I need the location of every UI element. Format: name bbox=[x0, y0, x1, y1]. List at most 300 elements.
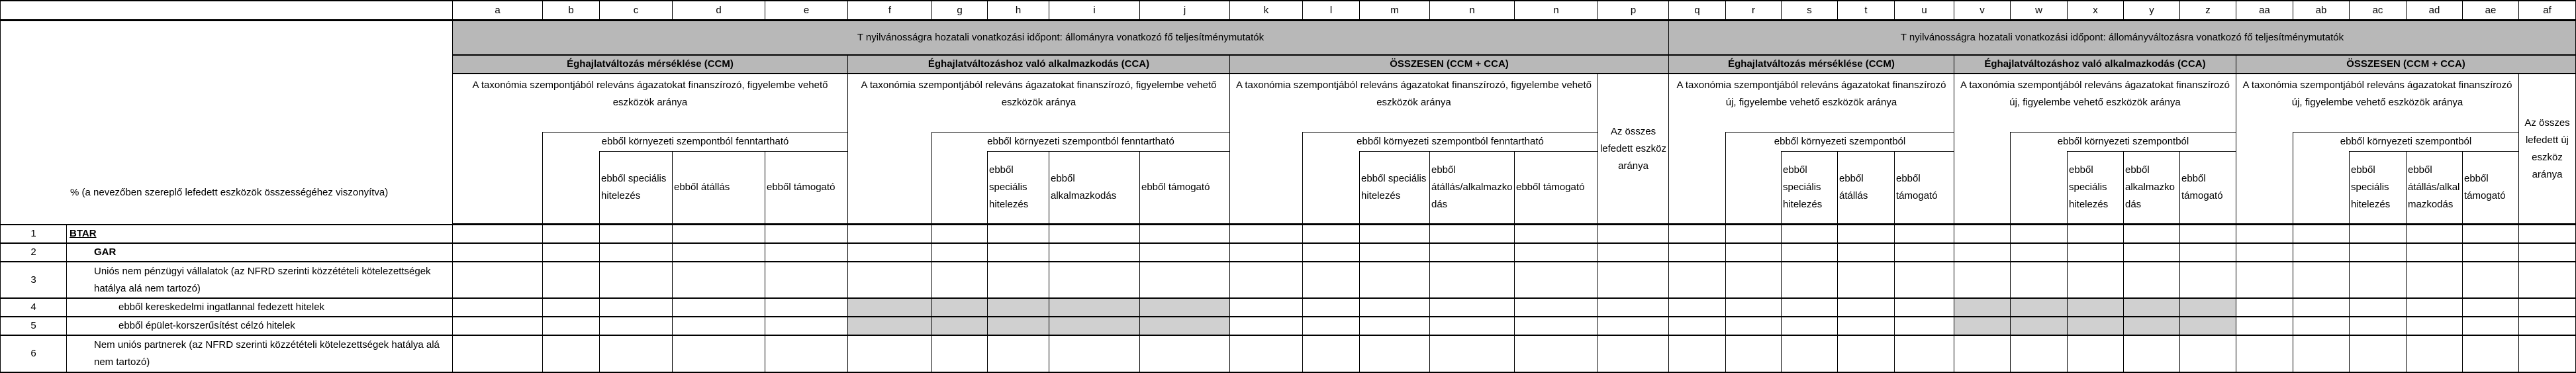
column-letter: l bbox=[1303, 0, 1360, 21]
data-cell[interactable] bbox=[1049, 244, 1140, 262]
data-cell[interactable] bbox=[848, 262, 932, 299]
data-cell[interactable] bbox=[1430, 317, 1515, 336]
data-cell[interactable] bbox=[1669, 262, 1726, 299]
data-cell[interactable] bbox=[848, 299, 932, 317]
stock-coverage-header: Az összes lefedett eszköz aránya bbox=[1598, 74, 1669, 225]
data-cell[interactable] bbox=[2011, 225, 2068, 244]
data-cell[interactable] bbox=[1782, 299, 1838, 317]
data-cell[interactable] bbox=[543, 225, 600, 244]
data-cell[interactable] bbox=[2407, 299, 2463, 317]
data-cell[interactable] bbox=[1049, 336, 1140, 373]
column-letter: c bbox=[600, 0, 673, 21]
data-cell[interactable] bbox=[1430, 225, 1515, 244]
data-cell[interactable] bbox=[453, 336, 543, 373]
data-cell[interactable] bbox=[1782, 262, 1838, 299]
data-cell[interactable] bbox=[1230, 299, 1303, 317]
column-letter: w bbox=[2011, 0, 2068, 21]
data-cell[interactable] bbox=[1598, 244, 1669, 262]
data-cell[interactable] bbox=[2407, 317, 2463, 336]
data-cell[interactable] bbox=[453, 262, 543, 299]
data-cell[interactable] bbox=[1954, 225, 2011, 244]
data-cell[interactable] bbox=[2236, 244, 2293, 262]
row-number: 1 bbox=[0, 225, 67, 244]
data-cell[interactable] bbox=[2180, 299, 2236, 317]
data-cell[interactable] bbox=[673, 299, 765, 317]
data-cell[interactable] bbox=[1895, 225, 1954, 244]
flow-total-header: ÖSSZESEN (CCM + CCA) bbox=[2236, 56, 2576, 74]
data-cell[interactable] bbox=[543, 262, 600, 299]
column-letter: r bbox=[1726, 0, 1782, 21]
data-cell[interactable] bbox=[765, 317, 848, 336]
data-cell[interactable] bbox=[2236, 299, 2293, 317]
table-row bbox=[0, 244, 2576, 262]
data-cell[interactable] bbox=[2350, 244, 2407, 262]
data-cell[interactable] bbox=[1360, 262, 1430, 299]
data-cell[interactable] bbox=[1726, 262, 1782, 299]
data-cell[interactable] bbox=[988, 262, 1049, 299]
data-cell[interactable] bbox=[2407, 336, 2463, 373]
data-cell[interactable] bbox=[1230, 317, 1303, 336]
data-cell[interactable] bbox=[2519, 262, 2576, 299]
data-cell[interactable] bbox=[848, 244, 932, 262]
data-cell[interactable] bbox=[1598, 225, 1669, 244]
stock-total-desc: A taxonómia szempontjából releváns ágazatokat finanszírozó, figyelembe vehető eszközök aránya bbox=[1230, 74, 1598, 132]
data-cell[interactable] bbox=[1669, 299, 1726, 317]
data-cell[interactable] bbox=[1726, 299, 1782, 317]
data-cell[interactable] bbox=[1954, 299, 2011, 317]
flow-ccm-desc: A taxonómia szempontjából releváns ágazatokat finanszírozó új, figyelembe vehető eszközök aránya bbox=[1669, 74, 1954, 132]
column-letter: s bbox=[1782, 0, 1838, 21]
data-cell[interactable] bbox=[453, 244, 543, 262]
stock-ccm-special: ebből speciális hitelezés bbox=[600, 151, 673, 225]
data-cell[interactable] bbox=[1049, 317, 1140, 336]
data-cell[interactable] bbox=[1515, 299, 1598, 317]
data-cell[interactable] bbox=[1669, 244, 1726, 262]
data-cell[interactable] bbox=[1303, 244, 1360, 262]
data-cell[interactable] bbox=[1049, 225, 1140, 244]
data-cell[interactable] bbox=[2068, 225, 2124, 244]
data-cell[interactable] bbox=[2293, 262, 2350, 299]
data-cell[interactable] bbox=[2180, 317, 2236, 336]
data-cell[interactable] bbox=[1782, 225, 1838, 244]
data-cell[interactable] bbox=[1049, 262, 1140, 299]
data-cell[interactable] bbox=[2463, 299, 2519, 317]
row-label-text: GAR bbox=[94, 246, 117, 258]
data-cell[interactable] bbox=[1230, 262, 1303, 299]
column-letter: ac bbox=[2350, 0, 2407, 21]
flow-ccm-sustainable: ebből környezeti szempontból bbox=[1726, 132, 1954, 151]
data-cell[interactable] bbox=[2180, 262, 2236, 299]
stock-total-special: ebből speciális hitelezés bbox=[1360, 151, 1430, 225]
blank-cell bbox=[848, 132, 932, 225]
data-cell[interactable] bbox=[2124, 299, 2180, 317]
data-cell[interactable] bbox=[988, 244, 1049, 262]
data-cell[interactable] bbox=[2124, 225, 2180, 244]
column-letter: ae bbox=[2463, 0, 2519, 21]
data-cell[interactable] bbox=[988, 317, 1049, 336]
data-cell[interactable] bbox=[1669, 317, 1726, 336]
column-letter: h bbox=[988, 0, 1049, 21]
corner-cell bbox=[0, 0, 453, 21]
data-cell[interactable] bbox=[1838, 244, 1895, 262]
data-cell[interactable] bbox=[988, 336, 1049, 373]
data-cell[interactable] bbox=[2519, 299, 2576, 317]
data-cell[interactable] bbox=[2519, 244, 2576, 262]
flow-total-special: ebből speciális hitelezés bbox=[2350, 151, 2407, 225]
column-letter: n bbox=[1430, 0, 1515, 21]
data-cell[interactable] bbox=[932, 299, 988, 317]
data-cell[interactable] bbox=[1140, 244, 1230, 262]
data-cell[interactable] bbox=[2011, 317, 2068, 336]
flow-coverage-header: Az összes lefedett új eszköz aránya bbox=[2519, 74, 2576, 225]
column-letter: ad bbox=[2407, 0, 2463, 21]
data-cell[interactable] bbox=[543, 317, 600, 336]
row-number: 3 bbox=[0, 262, 67, 299]
data-cell[interactable] bbox=[1515, 225, 1598, 244]
blank-cell bbox=[2293, 151, 2350, 225]
flow-ccm-transition: ebből átállás bbox=[1838, 151, 1895, 225]
flow-total-sustainable: ebből környezeti szempontból bbox=[2293, 132, 2519, 151]
blank-cell bbox=[543, 151, 600, 225]
data-cell[interactable] bbox=[2350, 262, 2407, 299]
stock-ccm-sustainable: ebből környezeti szempontból fenntartható bbox=[543, 132, 848, 151]
data-cell[interactable] bbox=[2463, 262, 2519, 299]
data-cell[interactable] bbox=[1782, 336, 1838, 373]
stock-total-enabling: ebből támogató bbox=[1515, 151, 1598, 225]
data-cell[interactable] bbox=[1360, 244, 1430, 262]
data-cell[interactable] bbox=[2068, 336, 2124, 373]
data-cell[interactable] bbox=[2293, 244, 2350, 262]
data-cell[interactable] bbox=[2236, 317, 2293, 336]
blank-cell bbox=[1954, 132, 2011, 225]
data-cell[interactable] bbox=[1360, 317, 1430, 336]
data-cell[interactable] bbox=[2463, 336, 2519, 373]
data-cell[interactable] bbox=[2293, 225, 2350, 244]
stock-total-transition-adaptation: ebből átállás/alkalmazkodás bbox=[1430, 151, 1515, 225]
blank-cell bbox=[1230, 132, 1303, 225]
column-letter: m bbox=[1360, 0, 1430, 21]
blank-cell bbox=[2236, 132, 2293, 225]
data-cell[interactable] bbox=[1140, 262, 1230, 299]
data-cell[interactable] bbox=[1954, 262, 2011, 299]
column-letter: q bbox=[1669, 0, 1726, 21]
data-cell[interactable] bbox=[1430, 244, 1515, 262]
blank-cell bbox=[1303, 151, 1360, 225]
stock-cca-sustainable: ebből környezeti szempontból fenntartható bbox=[932, 132, 1230, 151]
data-cell[interactable] bbox=[600, 299, 673, 317]
data-cell[interactable] bbox=[765, 244, 848, 262]
data-cell[interactable] bbox=[988, 225, 1049, 244]
column-letter: i bbox=[1049, 0, 1140, 21]
data-cell[interactable] bbox=[1515, 244, 1598, 262]
stock-total-sustainable: ebből környezeti szempontból fenntartható bbox=[1303, 132, 1598, 151]
data-cell[interactable] bbox=[1782, 317, 1838, 336]
data-cell[interactable] bbox=[1430, 299, 1515, 317]
column-letter: p bbox=[1598, 0, 1669, 21]
data-cell[interactable] bbox=[1430, 336, 1515, 373]
stock-total-header: ÖSSZESEN (CCM + CCA) bbox=[1230, 56, 1669, 74]
stock-cca-special: ebből speciális hitelezés bbox=[988, 151, 1049, 225]
data-cell[interactable] bbox=[1669, 225, 1726, 244]
data-cell[interactable] bbox=[1303, 299, 1360, 317]
column-letter: af bbox=[2519, 0, 2576, 21]
data-cell[interactable] bbox=[1838, 317, 1895, 336]
data-cell[interactable] bbox=[1360, 299, 1430, 317]
table-row bbox=[0, 225, 2576, 244]
data-cell[interactable] bbox=[600, 262, 673, 299]
data-cell[interactable] bbox=[543, 244, 600, 262]
data-cell[interactable] bbox=[453, 317, 543, 336]
table-row bbox=[0, 317, 2576, 336]
data-cell[interactable] bbox=[1515, 262, 1598, 299]
row-label bbox=[67, 244, 453, 262]
data-cell[interactable] bbox=[2463, 225, 2519, 244]
data-cell[interactable] bbox=[1430, 262, 1515, 299]
flow-cca-adaptation: ebből alkalmazkodás bbox=[2124, 151, 2180, 225]
data-cell[interactable] bbox=[1838, 299, 1895, 317]
data-cell[interactable] bbox=[673, 225, 765, 244]
data-cell[interactable] bbox=[988, 299, 1049, 317]
data-cell[interactable] bbox=[2011, 336, 2068, 373]
blank-cell bbox=[1669, 132, 1726, 225]
data-cell[interactable] bbox=[1598, 336, 1669, 373]
column-letter: b bbox=[543, 0, 600, 21]
data-cell[interactable] bbox=[765, 225, 848, 244]
row-label-text: ebből épület-korszerűsítést célzó hitelek bbox=[119, 320, 295, 331]
column-letter: d bbox=[673, 0, 765, 21]
flow-ccm-enabling: ebből támogató bbox=[1895, 151, 1954, 225]
data-cell[interactable] bbox=[2068, 244, 2124, 262]
data-cell[interactable] bbox=[1515, 336, 1598, 373]
column-letter: ab bbox=[2293, 0, 2350, 21]
data-cell[interactable] bbox=[1954, 336, 2011, 373]
blank-cell bbox=[2011, 151, 2068, 225]
data-cell[interactable] bbox=[2180, 336, 2236, 373]
table-row bbox=[0, 262, 2576, 299]
column-letter: u bbox=[1895, 0, 1954, 21]
data-cell[interactable] bbox=[2293, 336, 2350, 373]
data-cell[interactable] bbox=[673, 262, 765, 299]
row-label bbox=[67, 299, 453, 317]
data-cell[interactable] bbox=[1954, 317, 2011, 336]
data-cell[interactable] bbox=[2180, 225, 2236, 244]
flow-total-enabling: ebből támogató bbox=[2463, 151, 2519, 225]
data-cell[interactable] bbox=[1303, 225, 1360, 244]
flow-cca-sustainable: ebből környezeti szempontból bbox=[2011, 132, 2236, 151]
column-letter: j bbox=[1140, 0, 1230, 21]
data-cell[interactable] bbox=[765, 336, 848, 373]
data-cell[interactable] bbox=[2236, 336, 2293, 373]
data-cell[interactable] bbox=[1598, 317, 1669, 336]
data-cell[interactable] bbox=[2068, 317, 2124, 336]
row-header: % (a nevezőben szereplő lefedett eszközök összességéhez viszonyítva) bbox=[0, 21, 453, 225]
stock-ccm-transition: ebből átállás bbox=[673, 151, 765, 225]
data-cell[interactable] bbox=[1049, 299, 1140, 317]
flow-total-transition-adaptation: ebből átállás/alkalmazkodás bbox=[2407, 151, 2463, 225]
data-cell[interactable] bbox=[932, 336, 988, 373]
data-cell[interactable] bbox=[2124, 317, 2180, 336]
row-label bbox=[67, 225, 453, 244]
data-cell[interactable] bbox=[1230, 244, 1303, 262]
data-cell[interactable] bbox=[1360, 225, 1430, 244]
data-cell[interactable] bbox=[2463, 244, 2519, 262]
data-cell[interactable] bbox=[1140, 317, 1230, 336]
data-cell[interactable] bbox=[673, 244, 765, 262]
flow-cca-header: Éghajlatváltozáshoz való alkalmazkodás (CCA) bbox=[1954, 56, 2236, 74]
data-cell[interactable] bbox=[1140, 225, 1230, 244]
column-letter: aa bbox=[2236, 0, 2293, 21]
row-label-text: Nem uniós partnerek (az NFRD szerinti közzétételi kötelezettségek hatálya alá nem tartozó) bbox=[94, 339, 440, 368]
table-row bbox=[0, 299, 2576, 317]
data-cell[interactable] bbox=[2350, 336, 2407, 373]
data-cell[interactable] bbox=[2293, 299, 2350, 317]
column-letter: e bbox=[765, 0, 848, 21]
data-cell[interactable] bbox=[2350, 225, 2407, 244]
data-cell[interactable] bbox=[2519, 225, 2576, 244]
data-cell[interactable] bbox=[1230, 225, 1303, 244]
data-cell[interactable] bbox=[1140, 299, 1230, 317]
data-cell[interactable] bbox=[765, 262, 848, 299]
blank-cell bbox=[1726, 151, 1782, 225]
data-cell[interactable] bbox=[453, 299, 543, 317]
data-cell[interactable] bbox=[1782, 244, 1838, 262]
data-cell[interactable] bbox=[1895, 262, 1954, 299]
row-number: 4 bbox=[0, 299, 67, 317]
data-cell[interactable] bbox=[848, 336, 932, 373]
row-label-text: ebből kereskedelmi ingatlannal fedezett hitelek bbox=[119, 301, 325, 313]
column-letter: y bbox=[2124, 0, 2180, 21]
data-cell[interactable] bbox=[1598, 262, 1669, 299]
stock-ccm-desc: A taxonómia szempontjából releváns ágazatokat finanszírozó, figyelembe vehető eszközök aránya bbox=[453, 74, 848, 132]
data-cell[interactable] bbox=[1838, 262, 1895, 299]
blank-cell bbox=[932, 151, 988, 225]
data-cell[interactable] bbox=[2011, 244, 2068, 262]
data-cell[interactable] bbox=[453, 225, 543, 244]
flow-cca-enabling: ebből támogató bbox=[2180, 151, 2236, 225]
data-cell[interactable] bbox=[1669, 336, 1726, 373]
data-cell[interactable] bbox=[1895, 336, 1954, 373]
data-cell[interactable] bbox=[932, 225, 988, 244]
data-cell[interactable] bbox=[1895, 317, 1954, 336]
data-cell[interactable] bbox=[1895, 299, 1954, 317]
data-cell[interactable] bbox=[2124, 262, 2180, 299]
data-cell[interactable] bbox=[2236, 262, 2293, 299]
row-number: 2 bbox=[0, 244, 67, 262]
data-cell[interactable] bbox=[1726, 225, 1782, 244]
data-cell[interactable] bbox=[1838, 336, 1895, 373]
data-cell[interactable] bbox=[673, 336, 765, 373]
data-cell[interactable] bbox=[2068, 262, 2124, 299]
flow-cca-special: ebből speciális hitelezés bbox=[2068, 151, 2124, 225]
data-cell[interactable] bbox=[1726, 244, 1782, 262]
data-cell[interactable] bbox=[2350, 299, 2407, 317]
data-cell[interactable] bbox=[2236, 225, 2293, 244]
data-cell[interactable] bbox=[2407, 262, 2463, 299]
data-cell[interactable] bbox=[932, 317, 988, 336]
data-cell[interactable] bbox=[1954, 244, 2011, 262]
flow-total-desc: A taxonómia szempontjából releváns ágazatokat finanszírozó új, figyelembe vehető eszközök aránya bbox=[2236, 74, 2519, 132]
data-cell[interactable] bbox=[765, 299, 848, 317]
data-cell[interactable] bbox=[1303, 336, 1360, 373]
data-cell[interactable] bbox=[1838, 225, 1895, 244]
stock-cca-adaptation: ebből alkalmazkodás bbox=[1049, 151, 1140, 225]
stock-ccm-enabling: ebből támogató bbox=[765, 151, 848, 225]
data-cell[interactable] bbox=[1726, 336, 1782, 373]
data-cell[interactable] bbox=[1895, 244, 1954, 262]
column-letter: k bbox=[1230, 0, 1303, 21]
data-cell[interactable] bbox=[2407, 225, 2463, 244]
row-label-text: BTAR bbox=[70, 228, 97, 239]
data-cell[interactable] bbox=[600, 317, 673, 336]
data-cell[interactable] bbox=[1140, 336, 1230, 373]
flow-cca-desc: A taxonómia szempontjából releváns ágazatokat finanszírozó új, figyelembe vehető eszközök aránya bbox=[1954, 74, 2236, 132]
column-letter: f bbox=[848, 0, 932, 21]
stock-cca-header: Éghajlatváltozáshoz való alkalmazkodás (CCA) bbox=[848, 56, 1230, 74]
data-cell[interactable] bbox=[1515, 317, 1598, 336]
column-letter: v bbox=[1954, 0, 2011, 21]
stock-title: T nyilvánosságra hozatali vonatkozási időpont: állományra vonatkozó fő teljesítménymutatók bbox=[453, 21, 1669, 56]
data-cell[interactable] bbox=[848, 225, 932, 244]
column-letter: z bbox=[2180, 0, 2236, 21]
column-letter: t bbox=[1838, 0, 1895, 21]
data-cell[interactable] bbox=[848, 317, 932, 336]
data-cell[interactable] bbox=[932, 262, 988, 299]
column-letter: x bbox=[2068, 0, 2124, 21]
data-cell[interactable] bbox=[1598, 299, 1669, 317]
data-cell[interactable] bbox=[2124, 244, 2180, 262]
data-cell[interactable] bbox=[2068, 299, 2124, 317]
data-cell[interactable] bbox=[1303, 262, 1360, 299]
data-cell[interactable] bbox=[2293, 317, 2350, 336]
data-cell[interactable] bbox=[600, 244, 673, 262]
row-label bbox=[67, 336, 453, 373]
data-cell[interactable] bbox=[2124, 336, 2180, 373]
stock-ccm-header: Éghajlatváltozás mérséklése (CCM) bbox=[453, 56, 848, 74]
blank-cell bbox=[453, 132, 543, 225]
column-letter: n bbox=[1515, 0, 1598, 21]
flow-title: T nyilvánosságra hozatali vonatkozási időpont: állományváltozásra vonatkozó fő teljesítménymutatók bbox=[1669, 21, 2576, 56]
data-cell[interactable] bbox=[1303, 317, 1360, 336]
stock-cca-enabling: ebből támogató bbox=[1140, 151, 1230, 225]
table-body bbox=[0, 225, 2576, 373]
data-cell[interactable] bbox=[932, 244, 988, 262]
data-cell[interactable] bbox=[2407, 244, 2463, 262]
data-cell[interactable] bbox=[2350, 317, 2407, 336]
data-cell[interactable] bbox=[2180, 244, 2236, 262]
data-cell[interactable] bbox=[600, 225, 673, 244]
data-cell[interactable] bbox=[2519, 317, 2576, 336]
row-number: 6 bbox=[0, 336, 67, 373]
data-cell[interactable] bbox=[600, 336, 673, 373]
column-letters-row bbox=[0, 0, 2576, 21]
data-cell[interactable] bbox=[543, 336, 600, 373]
column-letter: g bbox=[932, 0, 988, 21]
data-cell[interactable] bbox=[2011, 262, 2068, 299]
data-cell[interactable] bbox=[2519, 336, 2576, 373]
row-label bbox=[67, 317, 453, 336]
data-cell[interactable] bbox=[1726, 317, 1782, 336]
table-row bbox=[0, 336, 2576, 373]
data-cell[interactable] bbox=[1360, 336, 1430, 373]
data-cell[interactable] bbox=[1230, 336, 1303, 373]
data-cell[interactable] bbox=[2011, 299, 2068, 317]
row-label-text: Uniós nem pénzügyi vállalatok (az NFRD szerinti közzétételi kötelezettségek hatálya alá nem tartozó) bbox=[94, 265, 431, 294]
flow-ccm-special: ebből speciális hitelezés bbox=[1782, 151, 1838, 225]
column-letter: a bbox=[453, 0, 543, 21]
data-cell[interactable] bbox=[673, 317, 765, 336]
data-cell[interactable] bbox=[543, 299, 600, 317]
data-cell[interactable] bbox=[2463, 317, 2519, 336]
